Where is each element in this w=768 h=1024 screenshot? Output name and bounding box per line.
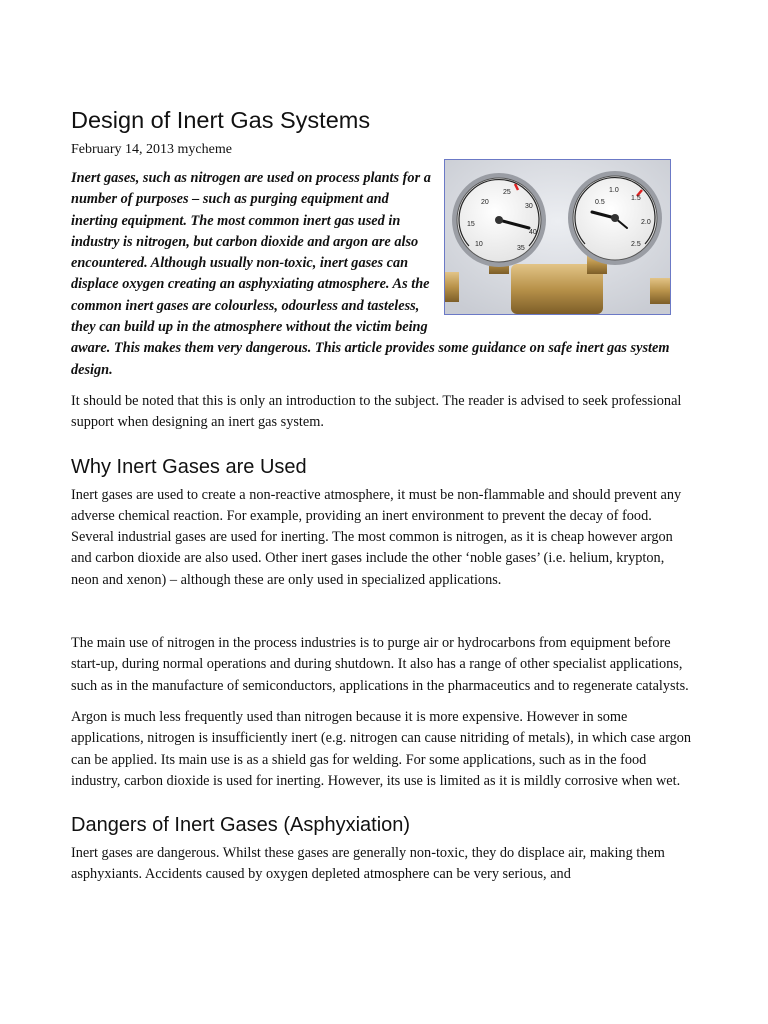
article-meta: February 14, 2013 mycheme — [71, 142, 232, 157]
svg-text:1.0: 1.0 — [609, 187, 619, 194]
article-title: Design of Inert Gas Systems — [71, 107, 371, 133]
section-heading-dangers: Dangers of Inert Gases (Asphyxiation) — [71, 814, 411, 837]
svg-text:40: 40 — [529, 229, 537, 236]
note-paragraph: It should be noted that this is only an introduction to the subject. The reader is advised to seek professional support when designing an inert gas system. — [71, 392, 682, 431]
svg-text:15: 15 — [467, 221, 475, 228]
svg-text:25: 25 — [503, 189, 511, 196]
svg-text:30: 30 — [525, 203, 533, 210]
right-gauge — [568, 171, 662, 265]
dangers-paragraph-1: Inert gases are dangerous. Whilst these gases are generally non-toxic, they do displace air, making them asphyxiants. Accidents caused by oxygen depleted atmosphere can be very serious, and — [71, 845, 665, 883]
svg-text:35: 35 — [517, 245, 525, 252]
left-gauge — [452, 173, 546, 267]
why-paragraph-3: Argon is much less frequently used than nitrogen because it is more expensive. However in some applications, nitrogen is insufficiently inert (e.g. nitrogen can cause nitriding of metals), in which case argon can be applied. Its main use is as a shield gas for welding. For some applications, such as in the food industry, carbon dioxide is used for inerting. However, its use is limited as it is mildly corrosive when wet. — [71, 708, 692, 789]
svg-text:2.5: 2.5 — [631, 241, 641, 248]
why-paragraph-2: The main use of nitrogen in the process industries is to purge air or hydrocarbons from equipment before start-up, during normal operations and during shutdown. It also has a range of other specialist applications, such as in the manufacture of semiconductors, applications in the pharmaceutics and to regenerate catalysts. — [71, 635, 689, 694]
section-heading-why: Why Inert Gases are Used — [71, 455, 307, 478]
gauges-photo-illustration — [445, 160, 670, 314]
intro-paragraph: Inert gases, such as nitrogen are used on process plants for a number of purposes – such as purging equipment and inerting equipment. The most common inert gas used in industry is nitrogen, but carbon dioxide and argon are also encountered. Although usually non-toxic, inert gases can displace oxygen creating an asphyxiating atmosphere. As the common inert gases are colourless, odourless and tasteless, they can build up in the atmosphere without the victim being aware. This makes them very dangerous. This article provides some guidance on safe inert gas system design. — [71, 170, 670, 378]
svg-text:10: 10 — [475, 241, 483, 248]
svg-text:20: 20 — [481, 199, 489, 206]
svg-text:1.5: 1.5 — [631, 195, 641, 202]
svg-text:2.0: 2.0 — [641, 219, 651, 226]
svg-text:0.5: 0.5 — [595, 199, 605, 206]
why-paragraph-1: Inert gases are used to create a non-reactive atmosphere, it must be non-flammable and should prevent any adverse chemical reaction. For example, providing an inert environment to prevent the decay of food. Several industrial gases are used for inerting. The most common is nitrogen, as it is cheap however argon and carbon dioxide are also used. Other inert gases include the other ‘noble gases’ (i.e. helium, krypton, neon and xenon) – although these are only used in specialized applications. — [71, 486, 682, 588]
regulator-gauges-image — [444, 159, 671, 315]
article — [71, 106, 693, 886]
